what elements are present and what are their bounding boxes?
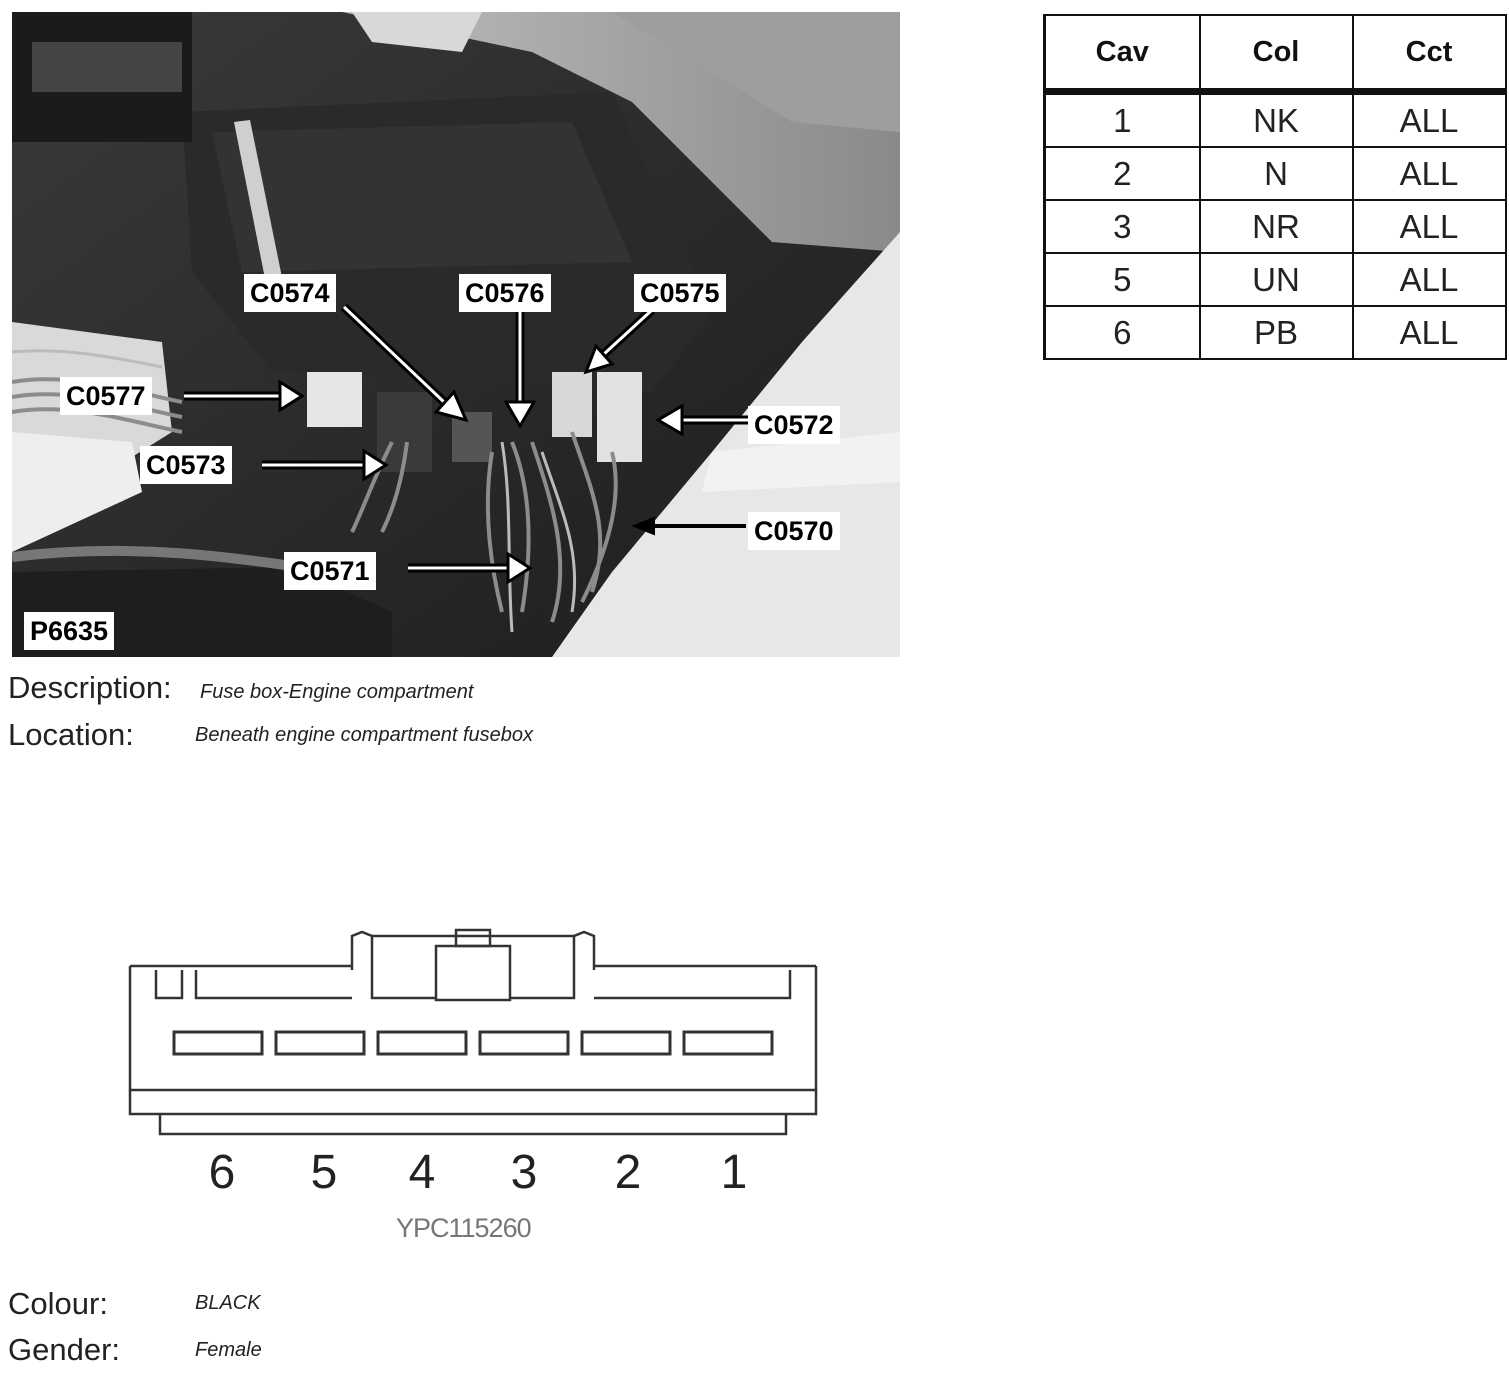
pin-label-6: 6 [208, 1146, 236, 1199]
pin-label-2: 2 [614, 1146, 642, 1199]
callout-c0572: C0572 [748, 406, 840, 444]
colour-label: Colour: [8, 1286, 108, 1321]
cell-cav: 5 [1045, 253, 1200, 306]
callout-c0571: C0571 [284, 552, 376, 590]
photo-reference: P6635 [24, 612, 114, 650]
callout-c0576: C0576 [459, 274, 551, 312]
table-header-row [1045, 15, 1506, 92]
pin-label-3: 3 [510, 1146, 538, 1199]
cell-col: UN [1200, 253, 1353, 306]
cell-col: N [1200, 147, 1353, 200]
cell-cct: ALL [1353, 253, 1506, 306]
table-row [1045, 147, 1506, 200]
callout-c0573: C0573 [140, 446, 232, 484]
header-cav: Cav [1045, 15, 1200, 92]
table-row [1045, 92, 1506, 148]
table-row [1045, 306, 1506, 359]
pin-label-1: 1 [720, 1146, 748, 1199]
pin-label-4: 4 [408, 1146, 436, 1199]
connector-face-drawing [100, 900, 840, 1140]
table-row [1045, 253, 1506, 306]
pin-label-5: 5 [310, 1146, 338, 1199]
part-number: YPC115260 [396, 1213, 531, 1243]
table-row [1045, 200, 1506, 253]
description-value: Fuse box-Engine compartment [200, 681, 474, 703]
callout-c0575: C0575 [634, 274, 726, 312]
location-label: Location: [8, 717, 134, 752]
header-col: Col [1200, 15, 1353, 92]
callout-c0574: C0574 [244, 274, 336, 312]
cell-cav: 2 [1045, 147, 1200, 200]
cell-col: NK [1200, 92, 1353, 148]
colour-value: BLACK [195, 1292, 261, 1314]
cell-cct: ALL [1353, 306, 1506, 359]
header-cct: Cct [1353, 15, 1506, 92]
cell-cct: ALL [1353, 92, 1506, 148]
description-label: Description: [8, 670, 172, 705]
location-value: Beneath engine compartment fusebox [195, 724, 533, 746]
cell-cct: ALL [1353, 200, 1506, 253]
connector-location-photo [12, 12, 900, 657]
callout-c0570: C0570 [748, 512, 840, 550]
gender-label: Gender: [8, 1332, 121, 1367]
gender-value: Female [195, 1339, 262, 1361]
cell-cav: 1 [1045, 92, 1200, 148]
callout-c0577: C0577 [60, 377, 152, 415]
cell-cct: ALL [1353, 147, 1506, 200]
cell-cav: 3 [1045, 200, 1200, 253]
engine-bay-photo [12, 12, 900, 657]
cell-cav: 6 [1045, 306, 1200, 359]
cell-col: PB [1200, 306, 1353, 359]
cell-col: NR [1200, 200, 1353, 253]
pin-table [1043, 14, 1507, 360]
